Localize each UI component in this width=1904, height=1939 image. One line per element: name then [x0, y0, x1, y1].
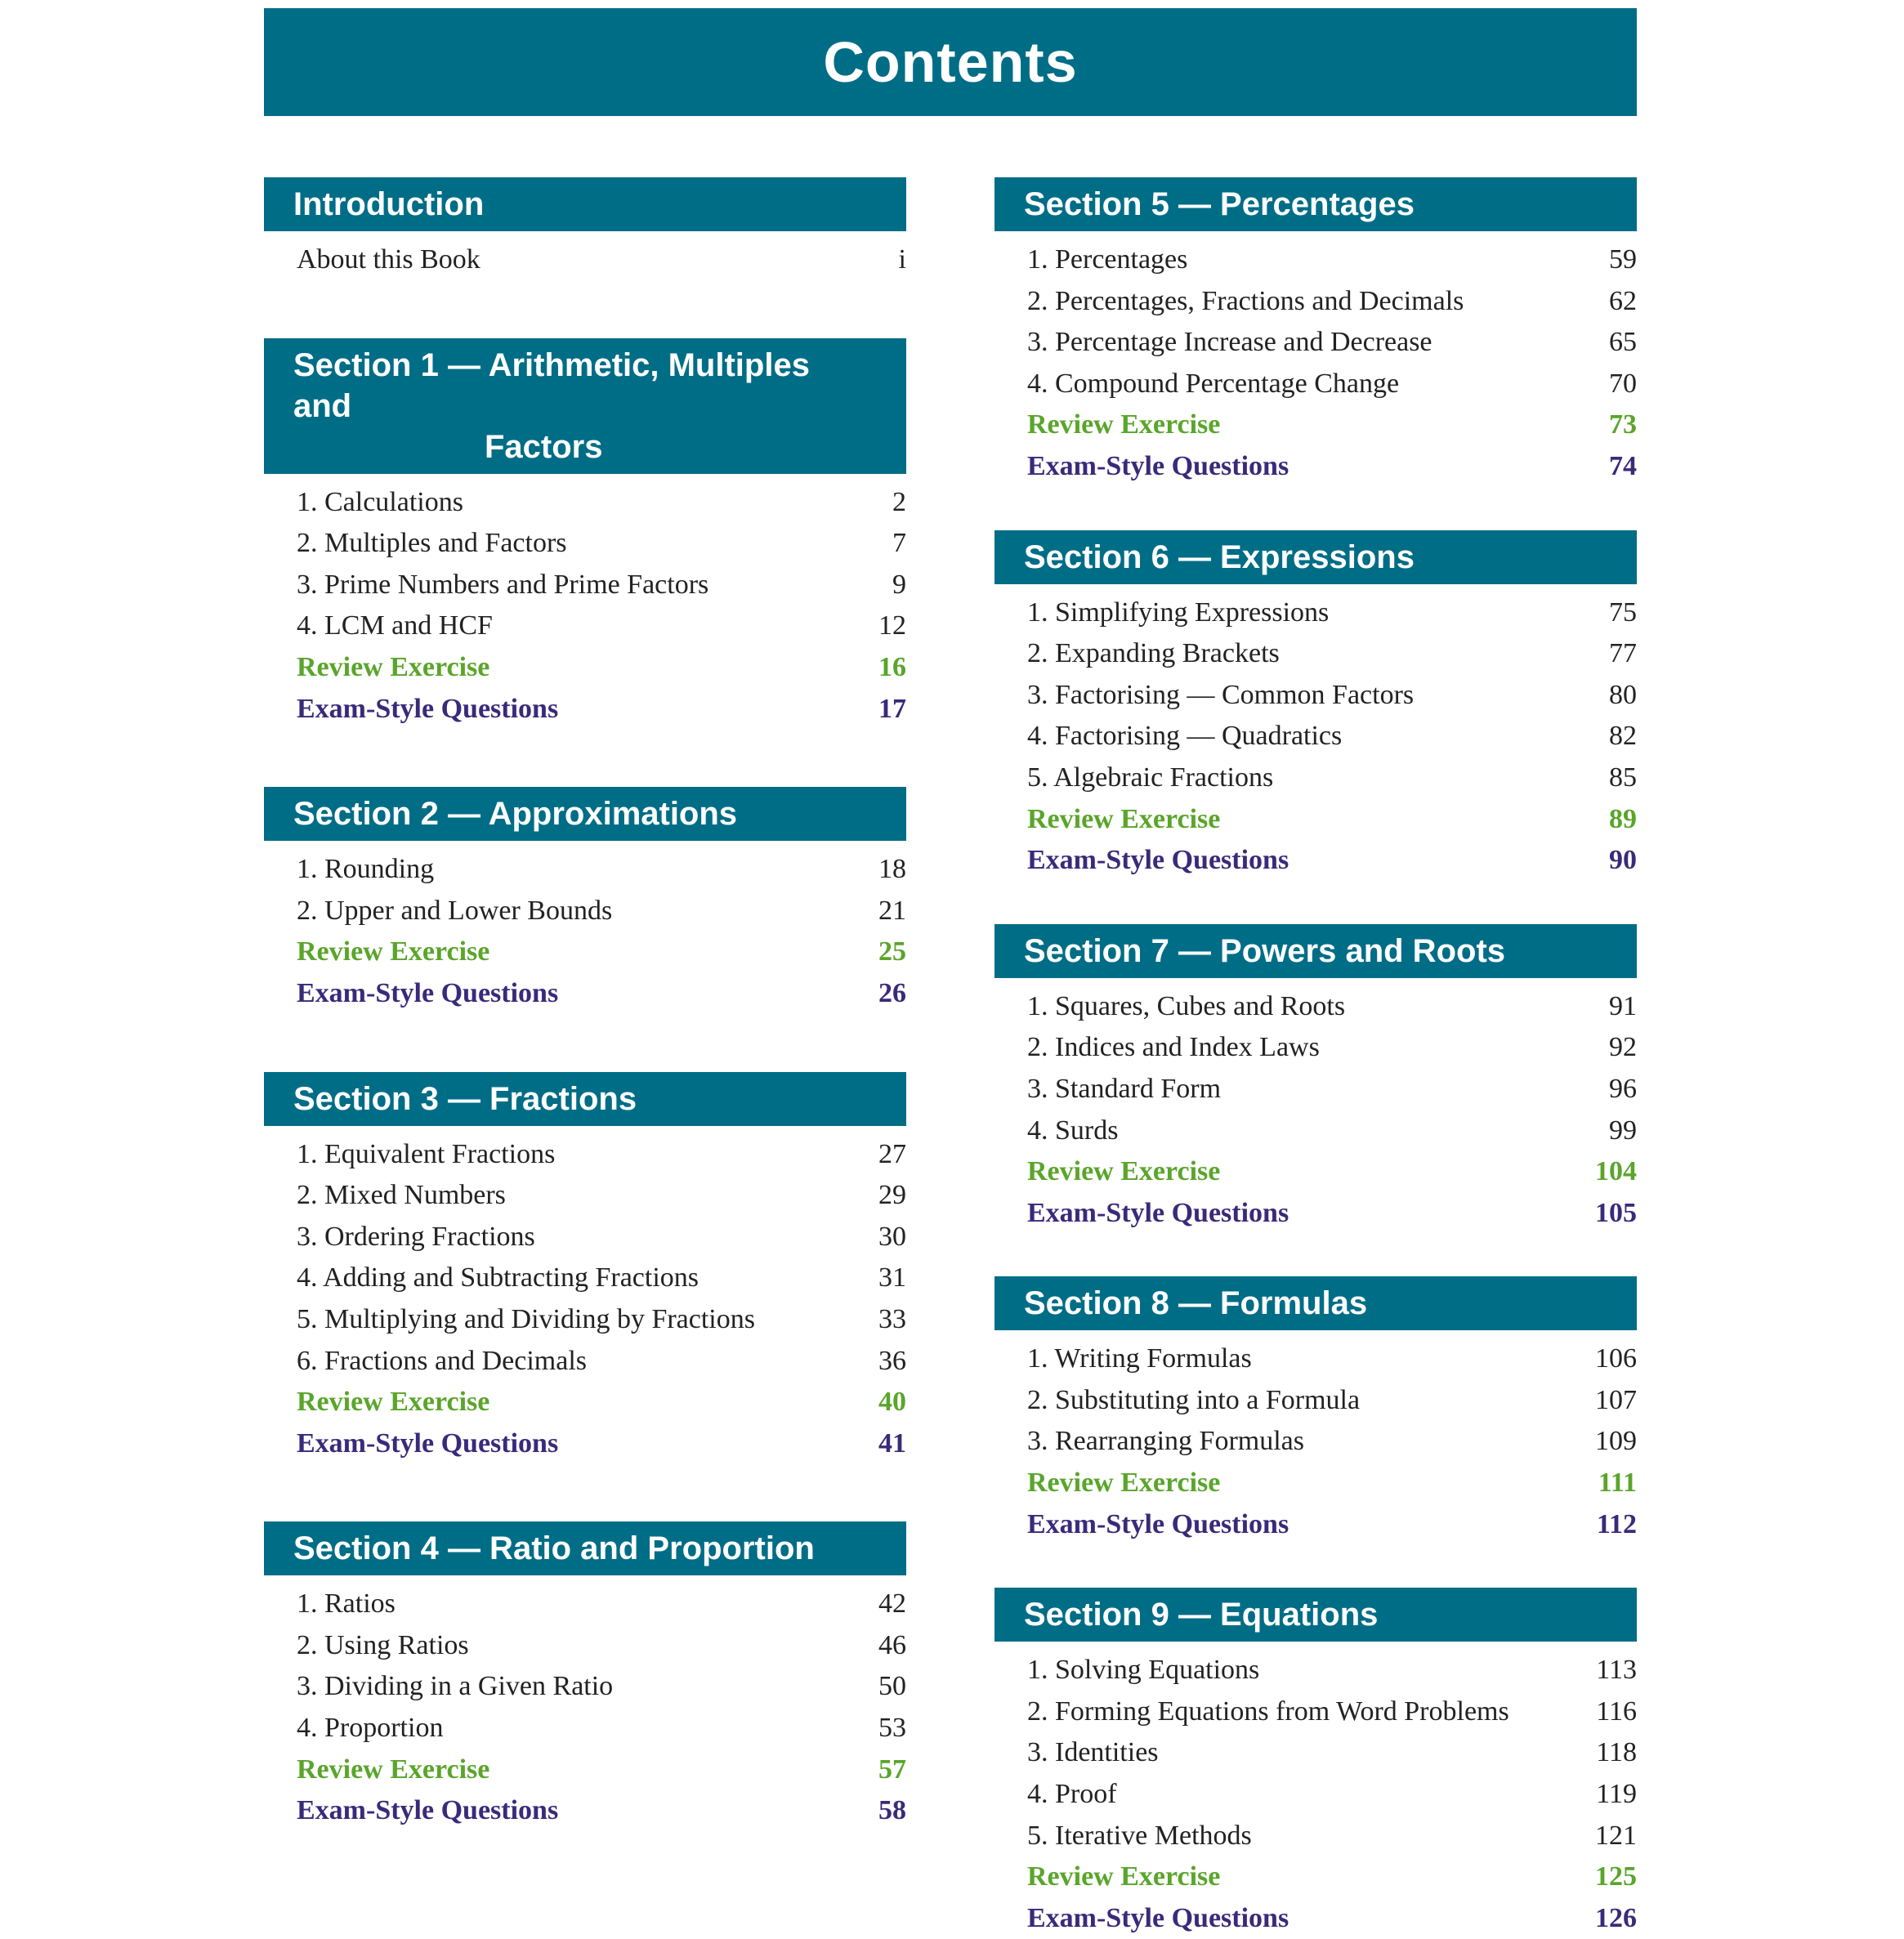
entry-title: 3. Ordering Fractions	[297, 1221, 535, 1252]
entry-page-number: 17	[878, 693, 906, 724]
section-header	[264, 177, 906, 231]
toc-entry[interactable]	[1027, 1732, 1637, 1774]
section-header-title: Section 3 — Fractions	[293, 1080, 637, 1117]
section-header	[994, 177, 1637, 231]
entry-page-number: 73	[1609, 409, 1637, 440]
entry-page-number: 62	[1609, 285, 1637, 316]
toc-entry[interactable]	[297, 1134, 906, 1176]
section-gap	[264, 1464, 906, 1521]
section-header	[264, 787, 906, 841]
entry-page-number: i	[898, 244, 906, 275]
entry-title: 4. Adding and Subtracting Fractions	[297, 1262, 699, 1293]
entry-page-number: 99	[1609, 1115, 1637, 1146]
exam-style-questions-entry[interactable]	[297, 1423, 906, 1465]
entry-title: 2. Mixed Numbers	[297, 1180, 506, 1211]
entry-title: 2. Expanding Brackets	[1027, 638, 1280, 669]
toc-entry[interactable]	[1027, 1110, 1637, 1152]
entry-title: 1. Solving Equations	[1027, 1655, 1260, 1686]
toc-entry[interactable]	[1027, 1691, 1637, 1733]
entry-page-number: 26	[878, 977, 906, 1008]
review-exercise-entry[interactable]	[297, 1382, 906, 1423]
toc-entry[interactable]	[1027, 757, 1637, 799]
entry-title: 4. LCM and HCF	[297, 610, 493, 641]
entry-page-number: 18	[878, 854, 906, 885]
entry-page-number: 50	[878, 1671, 906, 1702]
toc-section	[264, 1072, 906, 1465]
review-exercise-entry[interactable]	[1027, 1463, 1637, 1504]
entry-title: 4. Surds	[1027, 1115, 1119, 1146]
toc-entry[interactable]	[297, 1584, 906, 1625]
entry-page-number: 25	[878, 936, 906, 967]
entry-title: 2. Indices and Index Laws	[1027, 1032, 1320, 1063]
toc-section	[264, 1521, 906, 1832]
toc-entry[interactable]	[1027, 1774, 1637, 1816]
toc-section	[994, 924, 1637, 1235]
toc-entry[interactable]	[1027, 716, 1637, 757]
section-header-title: Section 9 — Equations	[1024, 1597, 1379, 1633]
section-header	[994, 1276, 1637, 1330]
entry-title: 3. Percentage Increase and Decrease	[1027, 327, 1432, 358]
toc-entry[interactable]	[297, 1299, 906, 1341]
review-exercise-entry[interactable]	[1027, 404, 1637, 446]
entry-page-number: 21	[878, 895, 906, 926]
entry-title: Review Exercise	[1027, 1468, 1221, 1499]
toc-section	[264, 338, 906, 730]
entry-title: 3. Standard Form	[1027, 1073, 1222, 1104]
toc-entry[interactable]	[1027, 1816, 1637, 1857]
entry-page-number: 58	[878, 1795, 906, 1826]
exam-style-questions-entry[interactable]	[1027, 446, 1637, 488]
entry-title: 5. Iterative Methods	[1027, 1820, 1252, 1851]
section-gap	[994, 1545, 1637, 1588]
section-header	[994, 1588, 1637, 1642]
entry-title: 1. Equivalent Fractions	[297, 1138, 556, 1169]
entry-title: Review Exercise	[297, 936, 490, 967]
entry-title: 5. Multiplying and Dividing by Fractions	[297, 1303, 755, 1334]
section-gap	[264, 730, 906, 787]
toc-section	[994, 530, 1637, 882]
exam-style-questions-entry[interactable]	[1027, 1504, 1637, 1546]
section-header-title: Section 8 — Formulas	[1024, 1285, 1368, 1322]
entry-page-number: 92	[1609, 1032, 1637, 1063]
entry-title: 3. Rearranging Formulas	[1027, 1426, 1304, 1457]
review-exercise-entry[interactable]	[297, 647, 906, 689]
toc-entry[interactable]	[297, 565, 906, 606]
section-items	[994, 1642, 1637, 1939]
toc-entry[interactable]	[1027, 239, 1637, 281]
toc-entry[interactable]	[1027, 322, 1637, 364]
entry-page-number: 116	[1596, 1696, 1637, 1727]
section-header-title: Section 2 — Approximations	[293, 796, 738, 833]
exam-style-questions-entry[interactable]	[297, 1790, 906, 1832]
entry-title: 4. Compound Percentage Change	[1027, 368, 1400, 399]
entry-page-number: 126	[1595, 1902, 1637, 1933]
entry-page-number: 70	[1609, 368, 1637, 399]
exam-style-questions-entry[interactable]	[297, 973, 906, 1015]
section-header-title: Section 5 — Percentages	[1024, 186, 1415, 222]
entry-page-number: 96	[1609, 1073, 1637, 1104]
toc-entry[interactable]	[1027, 1380, 1637, 1422]
section-items	[264, 1126, 906, 1465]
entry-page-number: 57	[878, 1754, 906, 1785]
toc-entry[interactable]	[297, 239, 906, 281]
entry-page-number: 121	[1595, 1820, 1637, 1851]
section-items	[994, 978, 1637, 1235]
entry-title: 4. Proof	[1027, 1779, 1117, 1810]
entry-page-number: 113	[1596, 1655, 1637, 1686]
toc-entry[interactable]	[297, 1625, 906, 1667]
entry-page-number: 7	[892, 528, 906, 559]
entry-title: 3. Factorising — Common Factors	[1027, 679, 1415, 710]
entry-page-number: 53	[878, 1713, 906, 1744]
section-gap	[994, 882, 1637, 924]
section-items	[264, 841, 906, 1014]
entry-page-number: 105	[1595, 1197, 1637, 1228]
entry-title: 1. Squares, Cubes and Roots	[1027, 990, 1346, 1021]
toc-entry[interactable]	[1027, 1338, 1637, 1380]
section-items	[994, 231, 1637, 488]
entry-title: 2. Percentages, Fractions and Decimals	[1027, 285, 1464, 316]
entry-page-number: 90	[1609, 845, 1637, 876]
entry-page-number: 46	[878, 1629, 906, 1660]
entry-title: 2. Upper and Lower Bounds	[297, 895, 613, 926]
toc-entry[interactable]	[1027, 633, 1637, 675]
entry-title: Review Exercise	[297, 1387, 490, 1418]
section-header-title: Section 7 — Powers and Roots	[1024, 932, 1506, 969]
section-items	[264, 231, 906, 281]
section-gap	[264, 1015, 906, 1072]
entry-page-number: 74	[1609, 450, 1637, 481]
entry-title: Exam-Style Questions	[297, 1427, 559, 1459]
section-gap	[994, 1234, 1637, 1276]
entry-page-number: 106	[1595, 1343, 1637, 1374]
toc-entry[interactable]	[1027, 281, 1637, 323]
section-items	[994, 584, 1637, 882]
review-exercise-entry[interactable]	[297, 1749, 906, 1791]
entry-page-number: 85	[1609, 762, 1637, 793]
entry-page-number: 77	[1609, 638, 1637, 669]
section-header	[264, 338, 906, 474]
exam-style-questions-entry[interactable]	[297, 689, 906, 730]
entry-page-number: 42	[878, 1588, 906, 1620]
toc-entry[interactable]	[297, 1175, 906, 1217]
section-header-title: Section 6 — Expressions	[1024, 538, 1415, 575]
entry-page-number: 27	[878, 1138, 906, 1169]
entry-page-number: 29	[878, 1180, 906, 1211]
entry-title: 2. Substituting into a Formula	[1027, 1384, 1361, 1415]
section-gap	[264, 281, 906, 338]
entry-title: 5. Algebraic Fractions	[1027, 762, 1274, 793]
entry-page-number: 75	[1609, 596, 1637, 628]
review-exercise-entry[interactable]	[1027, 799, 1637, 841]
entry-page-number: 107	[1595, 1384, 1637, 1415]
left-column	[264, 177, 906, 1832]
entry-title: Exam-Style Questions	[1027, 1508, 1289, 1539]
entry-title: Review Exercise	[1027, 1861, 1221, 1892]
entry-title: 3. Dividing in a Given Ratio	[297, 1671, 614, 1702]
section-header-title: Section 4 — Ratio and Proportion	[293, 1530, 815, 1567]
toc-section	[994, 177, 1637, 488]
entry-page-number: 41	[878, 1427, 906, 1459]
toc-entry[interactable]	[1027, 592, 1637, 634]
entry-title: 1. Calculations	[297, 486, 463, 517]
review-exercise-entry[interactable]	[1027, 1151, 1637, 1193]
entry-title: 2. Forming Equations from Word Problems	[1027, 1696, 1509, 1727]
entry-page-number: 36	[878, 1345, 906, 1376]
entry-title: Exam-Style Questions	[297, 977, 559, 1008]
section-header-title: Factors	[485, 428, 603, 465]
entry-page-number: 31	[878, 1262, 906, 1293]
contents-title-bar	[264, 8, 1637, 116]
entry-title: Review Exercise	[1027, 409, 1221, 440]
entry-title: Review Exercise	[297, 1754, 490, 1785]
toc-entry[interactable]	[1027, 675, 1637, 717]
review-exercise-entry[interactable]	[297, 932, 906, 973]
toc-entry[interactable]	[297, 891, 906, 932]
entry-page-number: 89	[1609, 803, 1637, 834]
toc-entry[interactable]	[1027, 1027, 1637, 1069]
entry-title: Exam-Style Questions	[1027, 450, 1289, 481]
section-items	[264, 474, 906, 730]
entry-title: Exam-Style Questions	[297, 1795, 559, 1826]
entry-title: 4. Proportion	[297, 1713, 444, 1744]
entry-title: 3. Prime Numbers and Prime Factors	[297, 569, 709, 600]
section-header	[994, 530, 1637, 584]
toc-entry[interactable]	[297, 849, 906, 891]
entry-title: 3. Identities	[1027, 1737, 1159, 1768]
right-column	[994, 177, 1637, 1939]
section-header	[994, 924, 1637, 978]
toc-entry[interactable]	[297, 1708, 906, 1749]
entry-page-number: 9	[892, 569, 906, 600]
section-items	[994, 1330, 1637, 1545]
entry-page-number: 111	[1598, 1468, 1637, 1499]
toc-section	[264, 177, 906, 281]
toc-entry[interactable]	[297, 1341, 906, 1383]
entry-page-number: 59	[1609, 244, 1637, 275]
entry-page-number: 118	[1596, 1737, 1637, 1768]
entry-title: 4. Factorising — Quadratics	[1027, 721, 1343, 752]
exam-style-questions-entry[interactable]	[1027, 840, 1637, 882]
entry-page-number: 82	[1609, 721, 1637, 752]
toc-section	[994, 1276, 1637, 1545]
entry-title: 6. Fractions and Decimals	[297, 1345, 588, 1376]
exam-style-questions-entry[interactable]	[1027, 1193, 1637, 1235]
toc-entry[interactable]	[1027, 364, 1637, 405]
entry-page-number: 80	[1609, 679, 1637, 710]
entry-page-number: 65	[1609, 327, 1637, 358]
entry-title: Review Exercise	[1027, 803, 1221, 834]
page-title: Contents	[823, 30, 1078, 94]
toc-section	[994, 1588, 1637, 1939]
entry-page-number: 112	[1596, 1508, 1637, 1539]
section-header	[264, 1072, 906, 1126]
review-exercise-entry[interactable]	[1027, 1856, 1637, 1898]
entry-page-number: 30	[878, 1221, 906, 1252]
entry-page-number: 2	[892, 486, 906, 517]
section-header	[264, 1521, 906, 1575]
toc-entry[interactable]	[297, 1258, 906, 1299]
entry-title: Exam-Style Questions	[1027, 1902, 1289, 1933]
toc-entry[interactable]	[297, 523, 906, 565]
toc-entry[interactable]	[1027, 1069, 1637, 1110]
section-gap	[994, 488, 1637, 530]
exam-style-questions-entry[interactable]	[1027, 1898, 1637, 1939]
entry-title: Exam-Style Questions	[1027, 1197, 1289, 1228]
toc-entry[interactable]	[1027, 1421, 1637, 1463]
entry-page-number: 91	[1609, 990, 1637, 1021]
entry-page-number: 104	[1595, 1156, 1637, 1187]
toc-entry[interactable]	[297, 1217, 906, 1258]
entry-title: 1. Writing Formulas	[1027, 1343, 1252, 1374]
toc-entry[interactable]	[1027, 986, 1637, 1028]
entry-title: Exam-Style Questions	[1027, 845, 1289, 876]
entry-page-number: 119	[1596, 1779, 1637, 1810]
section-header-title: Section 1 — Arithmetic, Multiples and	[293, 346, 810, 424]
entry-title: 1. Rounding	[297, 854, 435, 885]
toc-entry[interactable]	[297, 1666, 906, 1708]
section-items	[264, 1575, 906, 1832]
entry-page-number: 16	[878, 651, 906, 682]
entry-page-number: 109	[1595, 1426, 1637, 1457]
entry-title: 1. Ratios	[297, 1588, 396, 1620]
entry-title: Review Exercise	[1027, 1156, 1221, 1187]
toc-entry[interactable]	[297, 482, 906, 524]
toc-entry[interactable]	[297, 605, 906, 647]
section-header-title: Introduction	[293, 186, 485, 222]
entry-title: 2. Multiples and Factors	[297, 528, 567, 559]
entry-title: 1. Percentages	[1027, 244, 1188, 275]
entry-title: 1. Simplifying Expressions	[1027, 596, 1330, 628]
entry-page-number: 33	[878, 1303, 906, 1334]
toc-section	[264, 787, 906, 1014]
toc-entry[interactable]	[1027, 1650, 1637, 1691]
entry-title: About this Book	[297, 244, 480, 275]
entry-page-number: 40	[878, 1387, 906, 1418]
entry-title: Review Exercise	[297, 651, 490, 682]
entry-page-number: 12	[878, 610, 906, 641]
entry-title: Exam-Style Questions	[297, 693, 559, 724]
entry-title: 2. Using Ratios	[297, 1629, 469, 1660]
entry-page-number: 125	[1595, 1861, 1637, 1892]
